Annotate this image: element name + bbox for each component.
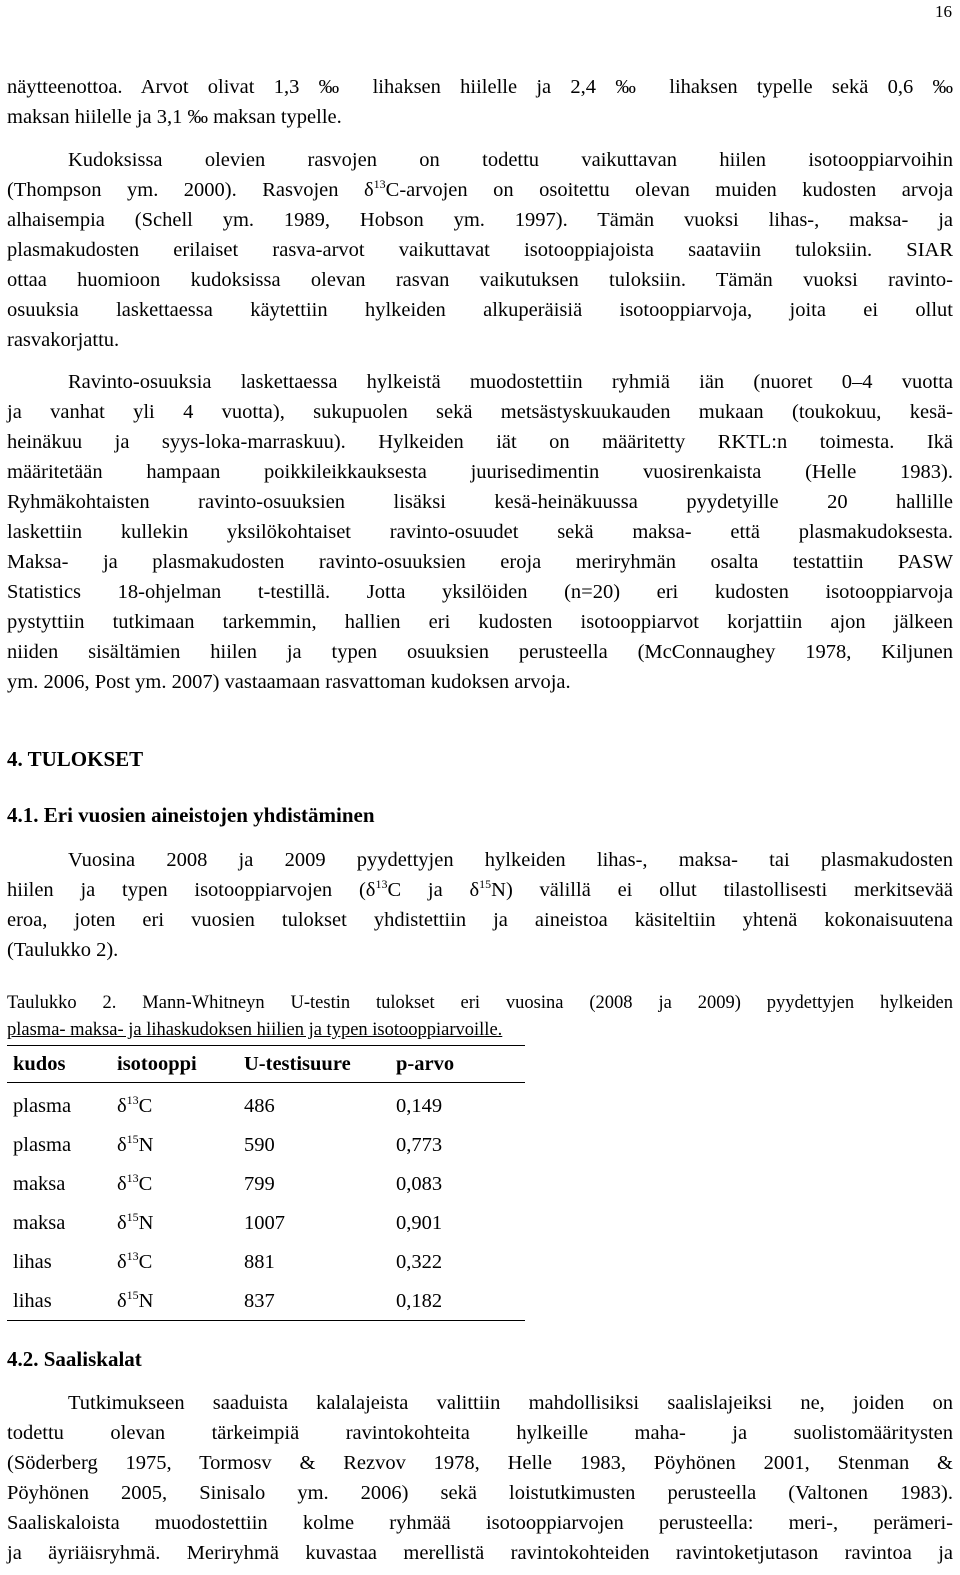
text-line: (Taulukko 2).: [7, 939, 119, 961]
text-line: Kudoksissa olevien rasvojen on todettu vaikuttavan hiilen isotooppiarvoihin: [68, 149, 953, 171]
text-line: Vuosina 2008 ja 2009 pyydettyjen hylkeiden lihas-, maksa- tai plasmakudosten: [68, 849, 953, 871]
text-line: pystyttiin tutkimaan tarkemmin, hallien eri kudosten isotooppiarvot korjattiin ajon jälkeen: [7, 611, 953, 633]
paragraph-5: [7, 1388, 953, 1568]
delta-symbol: δ: [117, 1134, 127, 1156]
text-line: näytteenottoa. Arvot olivat 1,3 ‰ lihaksen hiilelle ja 2,4 ‰ lihaksen typelle sekä 0,6 ‰: [7, 76, 953, 98]
element-symbol: N: [138, 1290, 154, 1312]
superscript: 15: [126, 1288, 139, 1302]
cell-isotope: [117, 1134, 153, 1157]
delta-symbol: δ: [117, 1173, 127, 1195]
cell-p: 0,149: [396, 1095, 443, 1117]
cell-kudos: plasma: [13, 1134, 72, 1156]
cell-p: 0,901: [396, 1212, 443, 1234]
paragraph-2: [7, 145, 953, 355]
cell-u: 837: [244, 1290, 275, 1312]
table-header-isotooppi: isotooppi: [117, 1053, 197, 1075]
superscript: 13: [373, 177, 386, 191]
text-line: (Söderberg 1975, Tormosv & Rezvov 1978, Helle 1983, Pöyhönen 2001, Stenman &: [7, 1452, 953, 1474]
text-line: [7, 175, 953, 205]
cell-u: 486: [244, 1095, 275, 1117]
cell-u: 590: [244, 1134, 275, 1156]
cell-isotope: [117, 1251, 152, 1274]
cell-p: 0,322: [396, 1251, 443, 1273]
cell-kudos: lihas: [13, 1290, 52, 1312]
delta-symbol: δ: [117, 1290, 127, 1312]
cell-isotope: [117, 1212, 153, 1235]
text-line: määritetään hampaan poikkileikkauksesta juurisedimentin vuosirenkaista (Helle 1983).: [7, 461, 953, 483]
superscript: 15: [126, 1132, 139, 1146]
text-line: Pöyhönen 2005, Sinisalo ym. 2006) sekä loistutkimusten perusteella (Valtonen 1983).: [7, 1482, 953, 1504]
table-rule: [7, 1082, 525, 1083]
text-line: rasvakorjattu.: [7, 329, 120, 351]
text-line: osuuksia laskettaessa käytettiin hylkeiden alkuperäisiä isotooppiarvoja, joita ei ollut: [7, 299, 953, 321]
table-rule: [7, 1320, 525, 1321]
element-symbol: N: [138, 1134, 154, 1156]
text-span: hiilen ja typen isotooppiarvojen (δ: [7, 879, 376, 901]
text-line: Ravinto-osuuksia laskettaessa hylkeistä muodostettiin ryhmiä iän (nuoret 0–4 vuotta: [68, 371, 953, 393]
text-line: Maksa- ja plasmakudosten ravinto-osuuksien eroja meriryhmän osalta testattiin PASW: [7, 551, 953, 573]
text-line: plasmakudosten erilaiset rasva-arvot vaikuttavat isotooppiajoista saataviin tuloksiin. SIAR: [7, 239, 953, 261]
text-line: [7, 875, 953, 905]
cell-u: 881: [244, 1251, 275, 1273]
cell-isotope: [117, 1095, 152, 1118]
table-rule: [7, 1045, 525, 1046]
caption-line: Taulukko 2. Mann-Whitneyn U-testin tulokset eri vuosina (2008 ja 2009) pyydettyjen hylkeiden: [7, 993, 953, 1013]
cell-u: 799: [244, 1173, 275, 1195]
section-heading-4-1: 4.1. Eri vuosien aineistojen yhdistäminen: [7, 803, 375, 827]
superscript: 13: [126, 1171, 139, 1185]
cell-p: 0,083: [396, 1173, 443, 1195]
text-line: ym. 2006, Post ym. 2007) vastaamaan rasvattoman kudoksen arvoja.: [7, 671, 571, 693]
caption-line: plasma- maksa- ja lihaskudoksen hiilien ja typen isotooppiarvoille.: [7, 1020, 503, 1040]
delta-symbol: δ: [117, 1095, 127, 1117]
table-header-u: U-testisuure: [244, 1053, 351, 1075]
text-line: Ryhmäkohtaisten ravinto-osuuksien lisäksi kesä-heinäkuussa pyydetyille 20 hallille: [7, 491, 953, 513]
delta-symbol: δ: [117, 1251, 127, 1273]
text-span: N) välillä ei ollut tilastollisesti merkitsevää: [491, 879, 953, 901]
superscript: 13: [126, 1249, 139, 1263]
text-line: heinäkuu ja syys-loka-marraskuu). Hylkeiden iät on määritetty RKTL:n toimesta. Ikä: [7, 431, 953, 453]
text-line: ja vanhat yli 4 vuotta), sukupuolen sekä metsästyskuukauden mukaan (toukokuu, kesä-: [7, 401, 953, 423]
page-number: 16: [935, 2, 952, 21]
cell-p: 0,182: [396, 1290, 443, 1312]
table-header-p: p-arvo: [396, 1053, 455, 1075]
text-span: C ja δ: [387, 879, 480, 901]
text-line: Tutkimukseen saaduista kalalajeista valittiin mahdollisiksi saalislajeiksi ne, joiden on: [68, 1392, 953, 1414]
text-span: (Thompson ym. 2000). Rasvojen δ: [7, 179, 374, 201]
cell-kudos: plasma: [13, 1095, 72, 1117]
superscript: 13: [126, 1093, 139, 1107]
paragraph-1: [7, 72, 953, 132]
text-line: ottaa huomioon kudoksissa olevan rasvan vaikutuksen tuloksiin. Tämän vuoksi ravinto-: [7, 269, 953, 291]
text-line: Saaliskaloista muodostettiin kolme ryhmää isotooppiarvojen perusteella: meri-, perämeri-: [7, 1512, 953, 1534]
element-symbol: C: [138, 1095, 153, 1117]
delta-symbol: δ: [117, 1212, 127, 1234]
text-line: ja äyriäisryhmä. Meriryhmä kuvastaa merellistä ravintokohteiden ravintoketjutason ravintoa ja: [7, 1542, 953, 1564]
section-heading-4-2: 4.2. Saaliskalat: [7, 1347, 142, 1371]
superscript: 13: [375, 877, 388, 891]
text-span: C-arvojen on osoitettu olevan muiden kudosten arvoja: [385, 179, 953, 201]
table-caption: [7, 990, 953, 1044]
cell-isotope: [117, 1173, 152, 1196]
text-line: todettu olevan tärkeimpiä ravintokohteita hylkeille maha- ja suolistomääritysten: [7, 1422, 953, 1444]
section-heading-results: 4. TULOKSET: [7, 747, 144, 771]
text-line: eroa, joten eri vuosien tulokset yhdistettiin ja aineistoa käsiteltiin yhtenä kokonaisuutena: [7, 909, 953, 931]
element-symbol: C: [138, 1173, 153, 1195]
superscript: 15: [479, 877, 492, 891]
text-line: Statistics 18-ohjelman t-testillä. Jotta yksilöiden (n=20) eri kudosten isotooppiarvoja: [7, 581, 953, 603]
cell-isotope: [117, 1290, 153, 1313]
cell-u: 1007: [244, 1212, 285, 1234]
cell-p: 0,773: [396, 1134, 443, 1156]
text-line: niiden sisältämien hiilen ja typen osuuksien perusteella (McConnaughey 1978, Kiljunen: [7, 641, 953, 663]
superscript: 15: [126, 1210, 139, 1224]
text-line: maksan hiilelle ja 3,1 ‰ maksan typelle.: [7, 106, 342, 128]
paragraph-4: [7, 845, 953, 965]
cell-kudos: lihas: [13, 1251, 52, 1273]
element-symbol: C: [138, 1251, 153, 1273]
paragraph-3: [7, 367, 953, 697]
cell-kudos: maksa: [13, 1173, 66, 1195]
text-line: alhaisempia (Schell ym. 1989, Hobson ym. 1997). Tämän vuoksi lihas-, maksa- ja: [7, 209, 953, 231]
text-line: laskettiin kullekin yksilökohtaiset ravinto-osuudet sekä maksa- että plasmakudoksesta.: [7, 521, 953, 543]
cell-kudos: maksa: [13, 1212, 66, 1234]
table-header-kudos: kudos: [13, 1053, 66, 1075]
element-symbol: N: [138, 1212, 154, 1234]
